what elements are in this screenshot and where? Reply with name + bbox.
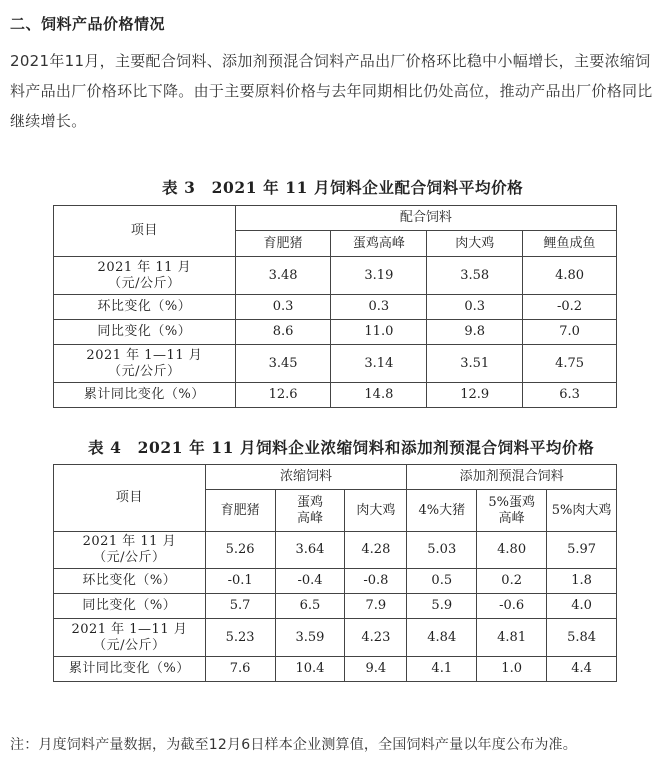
table4-col-header [477, 490, 547, 532]
table-cell: 4.0 [547, 594, 617, 619]
col-header-line1: 育肥猪 [220, 502, 260, 518]
table-cell: 9.8 [427, 320, 523, 345]
table-cell: -0.2 [523, 295, 617, 320]
table-cell: 0.3 [235, 295, 331, 320]
table-cell: 4.28 [345, 532, 407, 569]
row-label: 累计同比变化（%） [54, 657, 206, 682]
section-title: 二、饲料产品价格情况 [10, 15, 166, 33]
table-cell: 5.9 [407, 594, 477, 619]
table4-group-header-premix: 添加剂预混合饲料 [407, 465, 617, 490]
table-cell: 3.19 [331, 257, 427, 295]
table-cell: 5.03 [407, 532, 477, 569]
table-cell: 6.5 [275, 594, 345, 619]
table3-group-header: 配合饲料 [235, 206, 616, 231]
table-cell: 4.1 [407, 657, 477, 682]
row-label-line2: （元/公斤） [93, 550, 166, 565]
table-cell: 7.6 [205, 657, 275, 682]
table4-caption: 表 4 2021 年 11 月饲料企业浓缩饲料和添加剂预混合饲料平均价格 [88, 438, 595, 457]
table-cell: 14.8 [331, 383, 427, 408]
table4-col-header [205, 490, 275, 532]
table3-col-header: 肉大鸡 [427, 231, 523, 257]
table-row [54, 295, 617, 320]
table4-col-header [407, 490, 477, 532]
table-cell: 7.0 [523, 320, 617, 345]
table-row [54, 657, 617, 682]
table-cell: 3.51 [427, 345, 523, 383]
table-cell: 5.26 [205, 532, 275, 569]
table3 [53, 205, 617, 408]
table-cell: 4.23 [345, 619, 407, 657]
table3-item-header: 项目 [54, 206, 236, 257]
table-cell: 0.5 [407, 569, 477, 594]
table-cell: 12.6 [235, 383, 331, 408]
table4-col-header [547, 490, 617, 532]
table4-item-header: 项目 [54, 465, 206, 532]
table-row [54, 345, 617, 383]
row-label-line2: （元/公斤） [108, 275, 181, 291]
table-cell: 7.9 [345, 594, 407, 619]
table-row [54, 257, 617, 295]
table4 [53, 464, 617, 682]
table-row [54, 619, 617, 657]
row-label [54, 345, 236, 383]
table-cell: -0.8 [345, 569, 407, 594]
row-label-line1: 2021 年 1—11 月 [71, 621, 188, 637]
table-cell: 5.97 [547, 532, 617, 569]
table-cell: 3.14 [331, 345, 427, 383]
row-label: 环比变化（%） [54, 569, 206, 594]
table4-col-header [345, 490, 407, 532]
col-header-line2: 高峰 [296, 510, 323, 526]
table-cell: 4.80 [523, 257, 617, 295]
table3-col-header: 鲤鱼成鱼 [523, 231, 617, 257]
table-cell: 3.59 [275, 619, 345, 657]
row-label: 同比变化（%） [54, 594, 206, 619]
table-cell: 3.45 [235, 345, 331, 383]
table-cell: 6.3 [523, 383, 617, 408]
table-row [54, 383, 617, 408]
table-cell: 5.84 [547, 619, 617, 657]
table-cell: 8.6 [235, 320, 331, 345]
row-label-line1: 2021 年 11 月 [82, 534, 177, 549]
table-cell: 3.64 [275, 532, 345, 569]
row-label: 同比变化（%） [54, 320, 236, 345]
table-cell: -0.6 [477, 594, 547, 619]
table-cell: 1.0 [477, 657, 547, 682]
table-cell: -0.4 [275, 569, 345, 594]
row-label-line2: （元/公斤） [93, 637, 166, 653]
table-cell: 12.9 [427, 383, 523, 408]
table4-group-header-concentrate: 浓缩饲料 [205, 465, 407, 490]
col-header-line1: 5%肉大鸡 [551, 502, 612, 518]
table-cell: 0.3 [331, 295, 427, 320]
table-cell: 3.58 [427, 257, 523, 295]
col-header-line1: 4%大猪 [418, 502, 466, 518]
table-cell: -0.1 [205, 569, 275, 594]
row-label [54, 619, 206, 657]
col-header-line1: 蛋鸡 [296, 494, 323, 510]
table4-col-header [275, 490, 345, 532]
table-row [54, 594, 617, 619]
col-header-line2: 高峰 [498, 510, 525, 526]
table-cell: 0.2 [477, 569, 547, 594]
intro-paragraph: 2021年11月，主要配合饲料、添加剂预混合饲料产品出厂价格环比稳中小幅增长，主要浓缩饲料产品出厂价格环比下降。由于主要原料价格与去年同期相比仍处高位，推动产品出厂价格同比继续增长。 [10, 52, 653, 130]
table-cell: 5.7 [205, 594, 275, 619]
footnote: 注：月度饲料产量数据，为截至12月6日样本企业测算值，全国饲料产量以年度公布为准。 [10, 737, 577, 753]
table3-caption: 表 3 2021 年 11 月饲料企业配合饲料平均价格 [162, 178, 524, 197]
table-row [54, 532, 617, 569]
table-row [54, 569, 617, 594]
table-cell: 11.0 [331, 320, 427, 345]
table-cell: 4.80 [477, 532, 547, 569]
row-label: 环比变化（%） [54, 295, 236, 320]
table-row [54, 320, 617, 345]
table-cell: 5.23 [205, 619, 275, 657]
row-label [54, 532, 206, 569]
table3-col-header: 蛋鸡高峰 [331, 231, 427, 257]
table-cell: 4.75 [523, 345, 617, 383]
table-cell: 0.3 [427, 295, 523, 320]
row-label [54, 257, 236, 295]
row-label-line1: 2021 年 11 月 [97, 259, 192, 275]
table-cell: 4.84 [407, 619, 477, 657]
row-label: 累计同比变化（%） [54, 383, 236, 408]
col-header-line1: 5%蛋鸡 [488, 494, 535, 510]
table-cell: 3.48 [235, 257, 331, 295]
table-cell: 4.81 [477, 619, 547, 657]
table-cell: 1.8 [547, 569, 617, 594]
table3-col-header: 育肥猪 [235, 231, 331, 257]
table-cell: 10.4 [275, 657, 345, 682]
col-header-line1: 肉大鸡 [356, 502, 396, 518]
table-cell: 4.4 [547, 657, 617, 682]
row-label-line2: （元/公斤） [108, 363, 181, 379]
row-label-line1: 2021 年 1—11 月 [86, 347, 203, 363]
table-cell: 9.4 [345, 657, 407, 682]
